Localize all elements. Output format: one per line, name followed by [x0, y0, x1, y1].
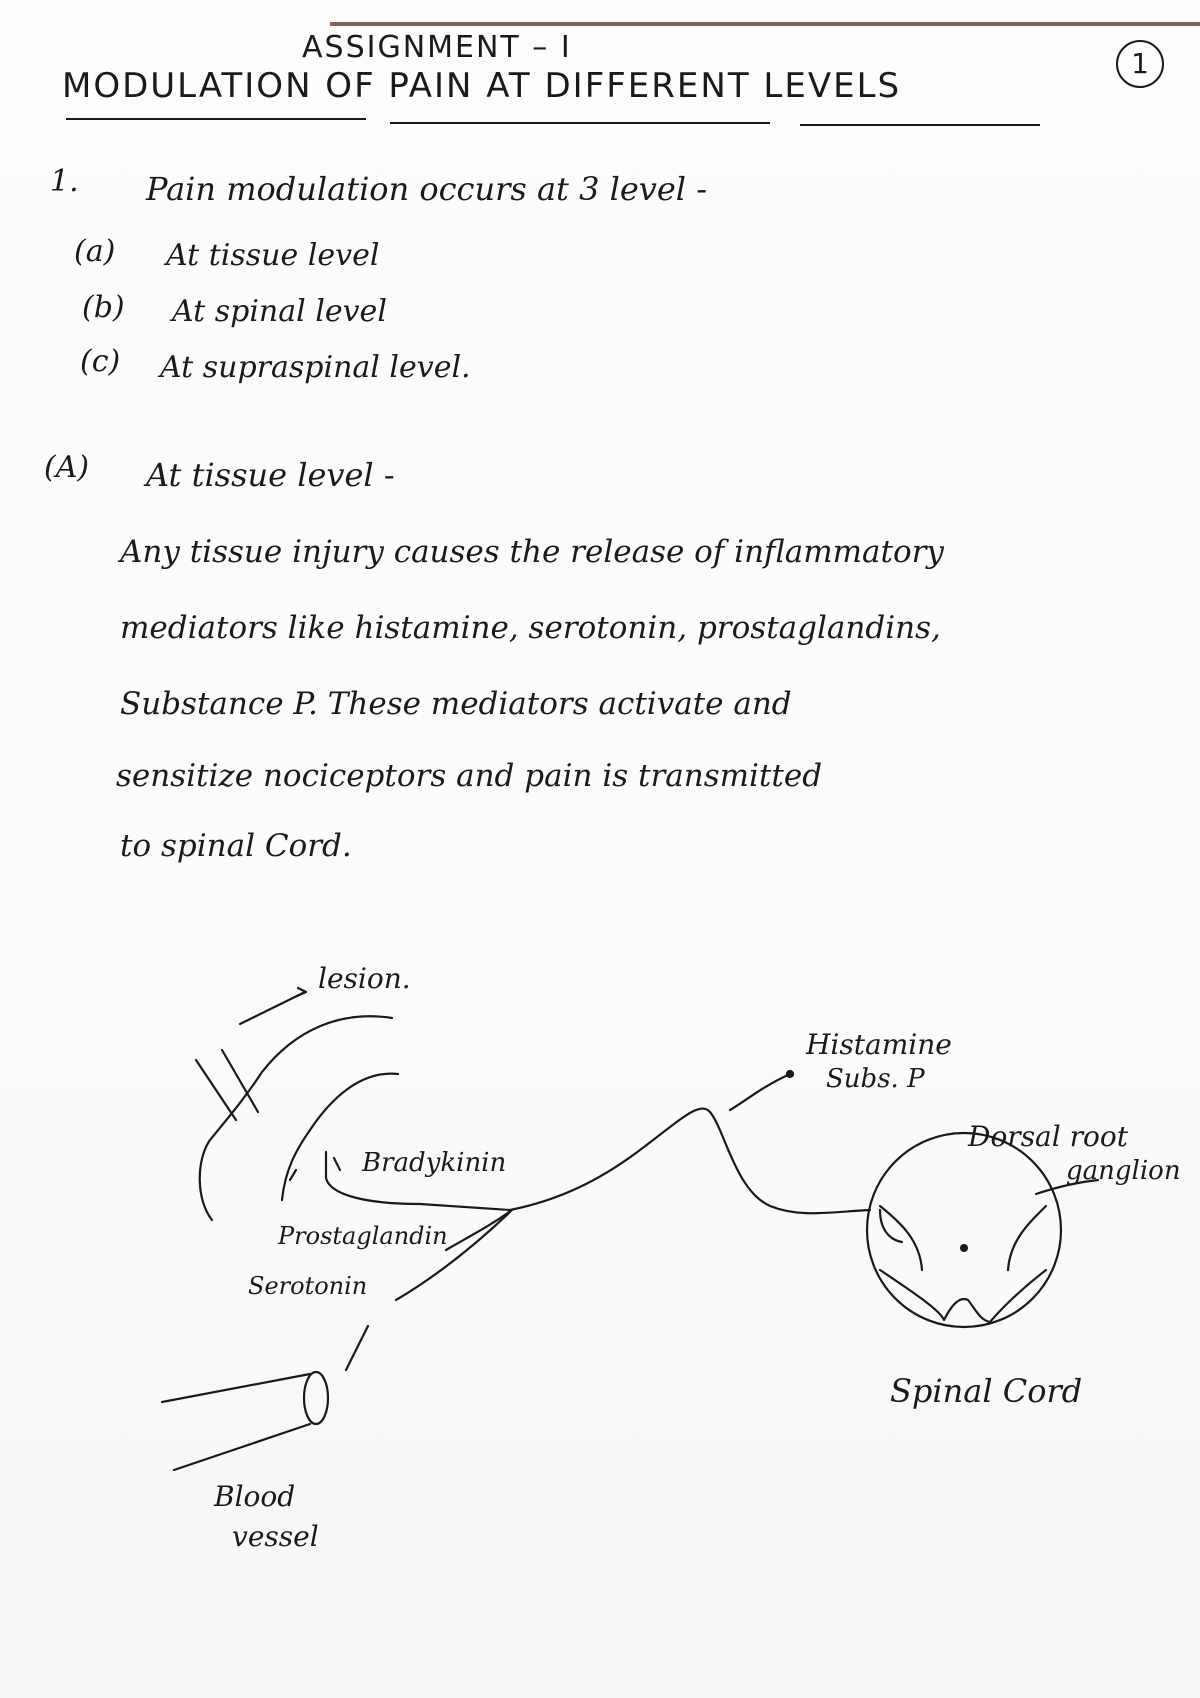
label-blood-vessel-2: vessel	[232, 1520, 319, 1553]
label-lesion: lesion.	[318, 962, 411, 995]
level-marker-a: (a)	[74, 234, 116, 269]
label-serotonin: Serotonin	[248, 1272, 368, 1300]
label-spinal-cord: Spinal Cord	[890, 1372, 1083, 1410]
paragraph-line-2: mediators like histamine, serotonin, prostaglandins,	[120, 610, 941, 646]
dorsal-horn-right	[1008, 1206, 1046, 1270]
section-label: (A)	[44, 450, 90, 485]
prostaglandin-pointer	[446, 1210, 512, 1250]
blood-vessel-lumen	[304, 1372, 328, 1424]
lesion-arrow	[240, 992, 305, 1024]
left-tissue-tick	[290, 1170, 296, 1180]
level-text-c: At supraspinal level.	[160, 350, 471, 385]
label-blood-vessel-1: Blood	[214, 1480, 296, 1513]
label-ganglion: ganglion	[1066, 1156, 1181, 1186]
paragraph-line-4: sensitize nociceptors and pain is transmitted	[116, 758, 823, 794]
histamine-pointer	[730, 1074, 790, 1110]
tissue-cut-1	[196, 1060, 236, 1120]
vessel-pointer	[346, 1326, 368, 1370]
assignment-title: ASSIGNMENT – I	[302, 30, 572, 65]
lesion-arrowhead	[297, 988, 306, 996]
page-number: 1	[1116, 40, 1164, 88]
tissue-outline-inner	[282, 1074, 398, 1200]
paragraph-line-3: Substance P. These mediators activate and	[120, 686, 792, 722]
level-text-b: At spinal level	[172, 294, 387, 329]
bradykinin-tick	[334, 1158, 340, 1170]
question-number: 1.	[50, 164, 79, 199]
level-marker-b: (b)	[82, 290, 125, 325]
section-heading: At tissue level -	[146, 456, 395, 494]
question-text: Pain modulation occurs at 3 level -	[146, 170, 707, 208]
blood-vessel-upper-wall	[162, 1374, 310, 1402]
main-title: MODULATION OF PAIN AT DIFFERENT LEVELS	[62, 66, 902, 106]
label-histamine: Histamine	[806, 1028, 952, 1061]
dorsal-horn-left	[880, 1206, 922, 1270]
ventral-horn-outline	[880, 1270, 1046, 1322]
level-text-a: At tissue level	[166, 238, 380, 273]
histamine-pointer-dot	[787, 1071, 793, 1077]
label-prostaglandin: Prostaglandin	[278, 1222, 448, 1250]
level-marker-c: (c)	[80, 344, 121, 379]
blood-vessel-lower-wall	[174, 1424, 310, 1470]
label-bradykinin: Bradykinin	[362, 1148, 507, 1178]
paragraph-line-1: Any tissue injury causes the release of inflammatory	[120, 534, 944, 570]
label-dorsal-root: Dorsal root	[968, 1120, 1128, 1153]
paragraph-line-5: to spinal Cord.	[120, 828, 352, 864]
label-subs-p: Subs. P	[826, 1064, 925, 1094]
central-canal	[960, 1244, 968, 1252]
tissue-outline-upper	[200, 1016, 392, 1220]
